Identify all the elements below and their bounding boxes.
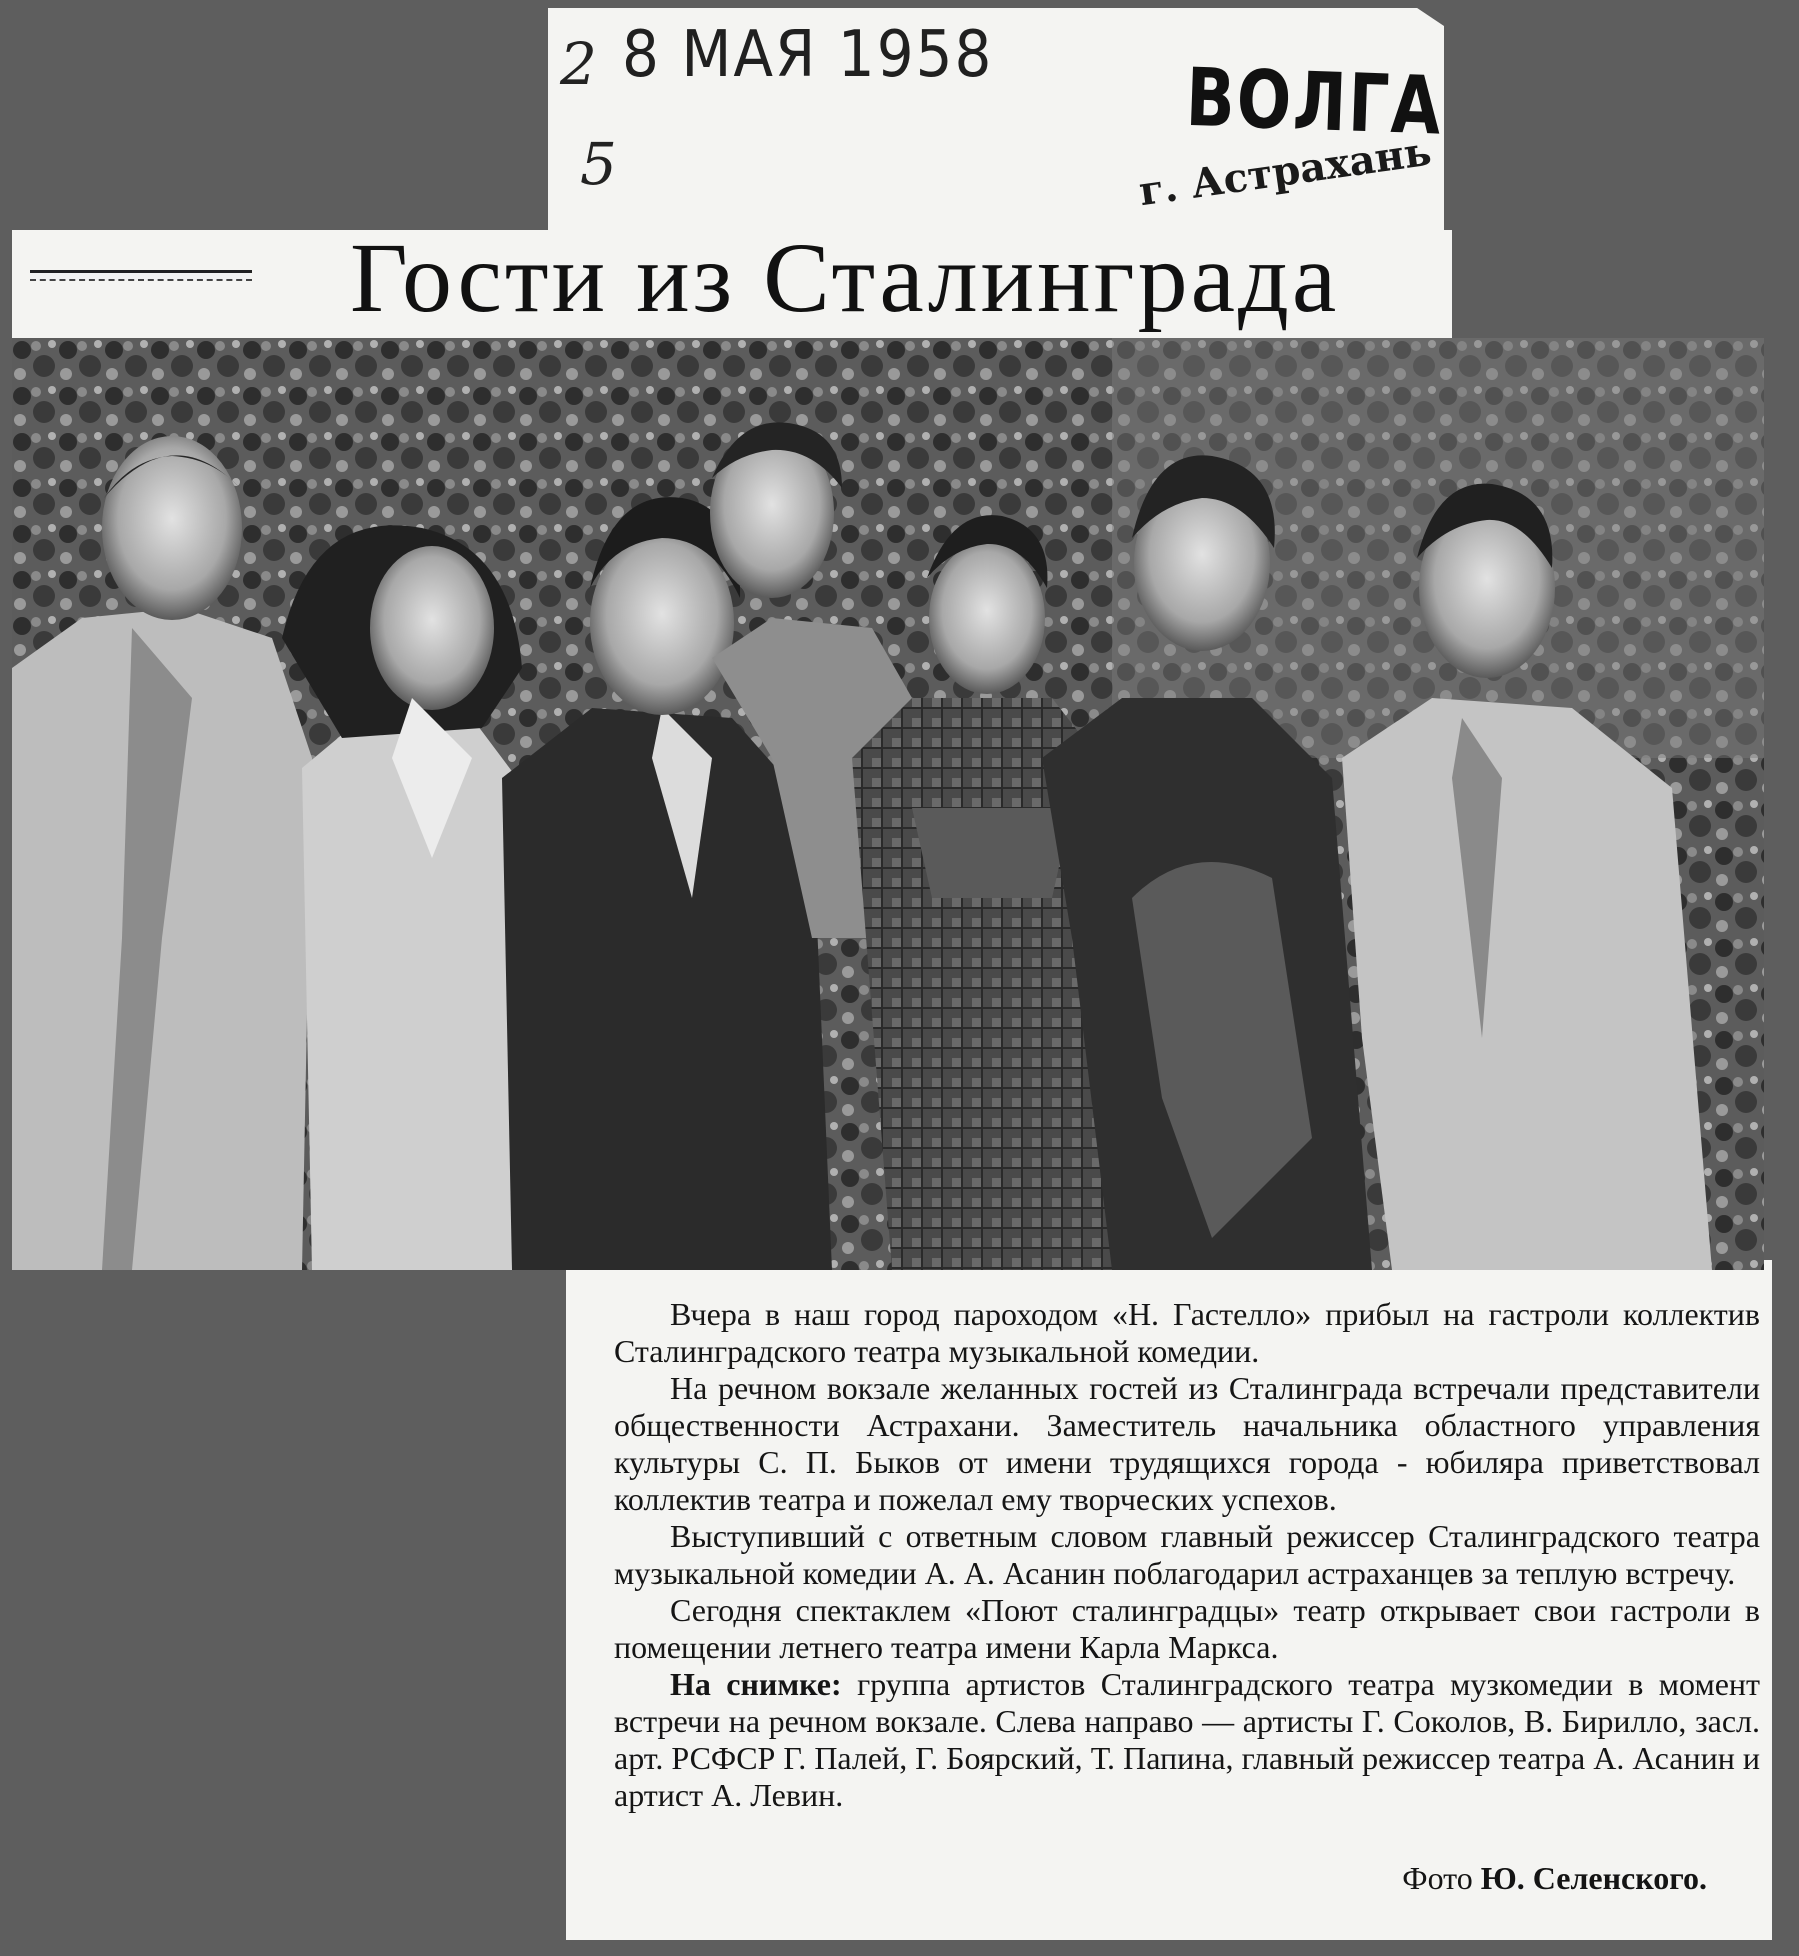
person-2 <box>282 525 532 1270</box>
photo-caption <box>614 1666 1760 1814</box>
handwritten-mark: 2 <box>560 30 597 98</box>
photo-caption-text: группа артистов Сталинградского театра музкомедии в момент встречи на речном вокзале. Слева направо — артисты Г. Соколов, В. Бирилло, засл. арт. РСФСР Г. Палей, Г. Боярский, Т. Папина, главный режиссер театра А. Асанин и артист А. Левин. <box>614 1666 1761 1813</box>
date-stamp: 8 МАЯ 1958 <box>622 16 994 92</box>
group-photo <box>12 338 1764 1270</box>
photo-caption-lead: На снимке: <box>670 1666 842 1702</box>
article-paragraph-2: На речном вокзале желанных гостей из Сталинграда встречали представители общественности Астрахани. Заместитель начальника областного управления культуры С. П. Быков от имени трудящихся города - юбиляра приветствовал коллектив театра и пожелал ему творческих успехов. <box>614 1370 1760 1517</box>
newspaper-stamp-name: ВОЛГА <box>1184 52 1445 154</box>
group-photo-illustration <box>12 338 1764 1270</box>
page-mark: 5 <box>580 130 617 198</box>
headline-rule <box>30 270 252 281</box>
headline: Гости из Сталинграда <box>350 222 1340 333</box>
article-paragraph-3: Выступивший с ответным словом главный режиссер Сталинградского театра музыкальной комедии А. А. Асанин поблагодарил астраханцев за теплую встречу. <box>614 1518 1760 1591</box>
photo-credit-name: Ю. Селенского. <box>1480 1860 1707 1896</box>
photo-credit <box>1402 1860 1707 1897</box>
newspaper-stamp-city: г. Астрахань <box>1136 127 1435 216</box>
photo-credit-prefix: Фото <box>1402 1860 1481 1896</box>
article-paragraph-4: Сегодня спектаклем «Поют сталинградцы» театр открывает свои гастроли в помещении летнего театра имени Карла Маркса. <box>614 1592 1760 1665</box>
article-body <box>614 1296 1760 1814</box>
article-paragraph-1: Вчера в наш город пароходом «Н. Гастелло» прибыл на гастроли коллектив Сталинградского театра музыкальной комедии. <box>614 1296 1760 1369</box>
